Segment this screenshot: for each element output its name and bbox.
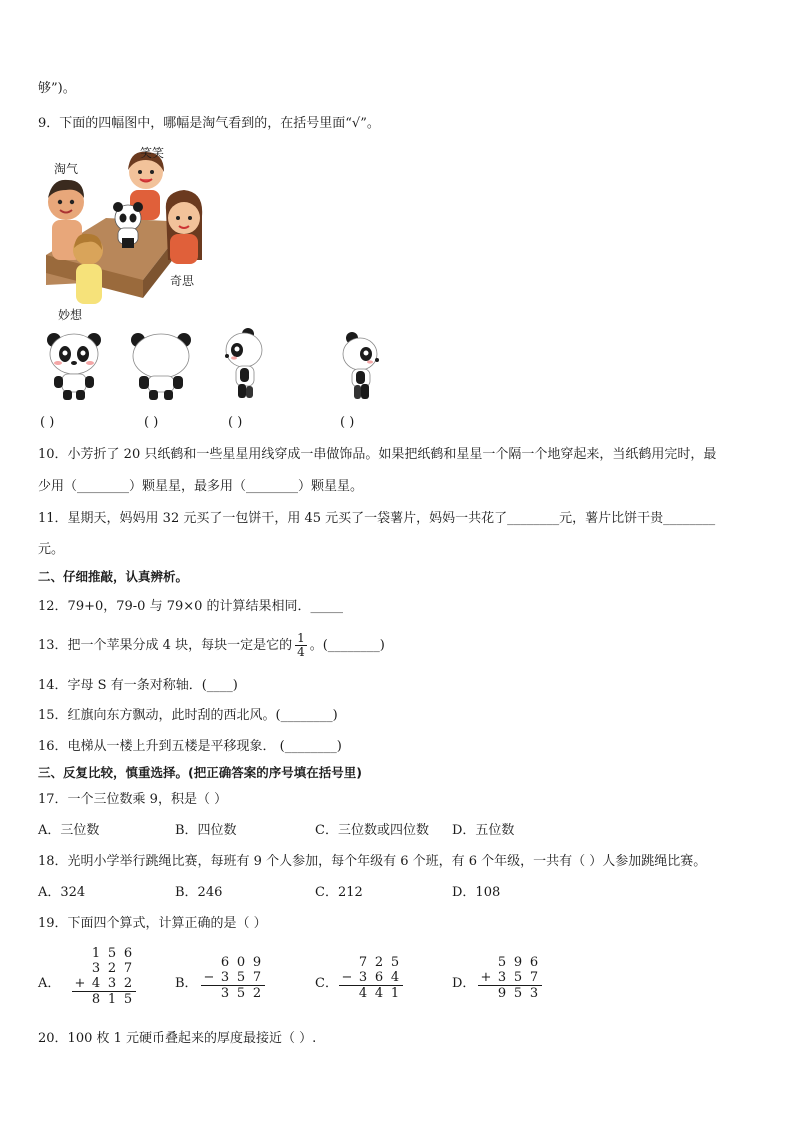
question-10-line-1: 10．小芳折了 20 只纸鹤和一些星星用线穿成一串做饰品。如果把纸鹤和星星一个隔一个地穿起来，当纸鹤用完时，最 — [38, 447, 717, 462]
question-11-line-2: 元。 — [38, 542, 65, 557]
question-15: 15．红旗向东方飘动，此时刮的西北风。(________) — [38, 708, 338, 723]
name-label-taoqi: 淘气 — [54, 162, 79, 176]
question-12: 12．79+0，79-0 与 79×0 的计算结果相同．_____ — [38, 599, 344, 614]
continuation-text: 够”)。 — [38, 81, 76, 96]
fraction-numerator: 1 — [297, 631, 305, 645]
answer-paren-a[interactable]: ( ) — [40, 415, 55, 430]
q19-option-a-letter: A． — [38, 976, 61, 991]
question-13-blank: 。(________) — [309, 638, 385, 653]
panda-view-back — [128, 330, 194, 402]
question-13 — [38, 632, 385, 660]
name-label-miaoxiang: 妙想 — [58, 308, 83, 322]
name-label-qisi: 奇思 — [170, 274, 195, 288]
q18-option-d[interactable]: D．108 — [452, 885, 501, 900]
q19-option-c-letter: C． — [315, 976, 338, 991]
q9-scene-figure — [38, 140, 218, 325]
question-16: 16．电梯从一楼上升到五楼是平移现象． (________) — [38, 739, 342, 754]
q17-option-c[interactable]: C．三位数或四位数 — [315, 823, 429, 838]
q19-option-b-letter: B． — [175, 976, 198, 991]
q19-option-b[interactable] — [175, 955, 285, 1011]
q19-option-d-letter: D． — [452, 976, 476, 991]
q17-option-b[interactable]: B．四位数 — [175, 823, 237, 838]
q19-option-d[interactable] — [452, 955, 562, 1011]
question-11-line-1: 11．星期天，妈妈用 32 元买了一包饼干，用 45 元买了一袋薯片，妈妈一共花了________元，薯片比饼干贵________ — [38, 511, 716, 526]
answer-paren-b[interactable]: ( ) — [144, 415, 159, 430]
vertical-subtraction-c: 7 2 5 − 3 6 4 4 4 1 — [339, 955, 403, 1001]
fraction-denominator: 4 — [297, 645, 305, 659]
q19-option-c[interactable] — [315, 955, 425, 1011]
question-10-line-2: 少用（________）颗星星，最多用（________）颗星星。 — [38, 479, 364, 494]
vertical-addition-d: 5 9 6 + 3 5 7 9 5 3 — [478, 955, 542, 1001]
answer-paren-d[interactable]: ( ) — [340, 415, 355, 430]
q17-option-d[interactable]: D．五位数 — [452, 823, 515, 838]
section-3-heading: 三、反复比较，慎重选择。(把正确答案的序号填在括号里) — [38, 765, 362, 780]
q18-option-b[interactable]: B．246 — [175, 885, 223, 900]
question-14: 14．字母 S 有一条对称轴．(____) — [38, 678, 238, 693]
panda-view-left-side — [222, 328, 272, 402]
q17-option-a[interactable]: A．三位数 — [38, 823, 100, 838]
q18-option-a[interactable]: A．324 — [38, 885, 86, 900]
section-2-heading: 二、仔细推敲，认真辨析。 — [38, 569, 189, 584]
question-20: 20．100 枚 1 元硬币叠起来的厚度最接近（ ）. — [38, 1031, 317, 1046]
question-9: 9．下面的四幅图中，哪幅是淘气看到的，在括号里面“√”。 — [38, 116, 380, 131]
question-17: 17．一个三位数乘 9，积是（ ） — [38, 792, 228, 807]
name-label-xiaoxiao: 笑笑 — [140, 146, 165, 160]
question-19: 19．下面四个算式，计算正确的是（ ） — [38, 916, 267, 931]
question-13-text: 13．把一个苹果分成 4 块，每块一定是它的 — [38, 638, 293, 653]
answer-paren-c[interactable]: ( ) — [228, 415, 243, 430]
q19-option-a[interactable] — [38, 946, 148, 1012]
question-18: 18．光明小学举行跳绳比赛，每班有 9 个人参加，每个年级有 6 个班，有 6 个年级，一共有（ ）人参加跳绳比赛。 — [38, 854, 707, 869]
fraction-one-quarter — [295, 632, 307, 659]
q18-option-c[interactable]: C．212 — [315, 885, 363, 900]
vertical-addition-a: 1 5 6 3 2 7 + 4 3 2 8 1 5 — [72, 946, 136, 1007]
vertical-subtraction-b: 6 0 9 − 3 5 7 3 5 2 — [201, 955, 265, 1001]
panda-view-right-side — [338, 332, 384, 402]
panda-view-front — [44, 330, 104, 402]
